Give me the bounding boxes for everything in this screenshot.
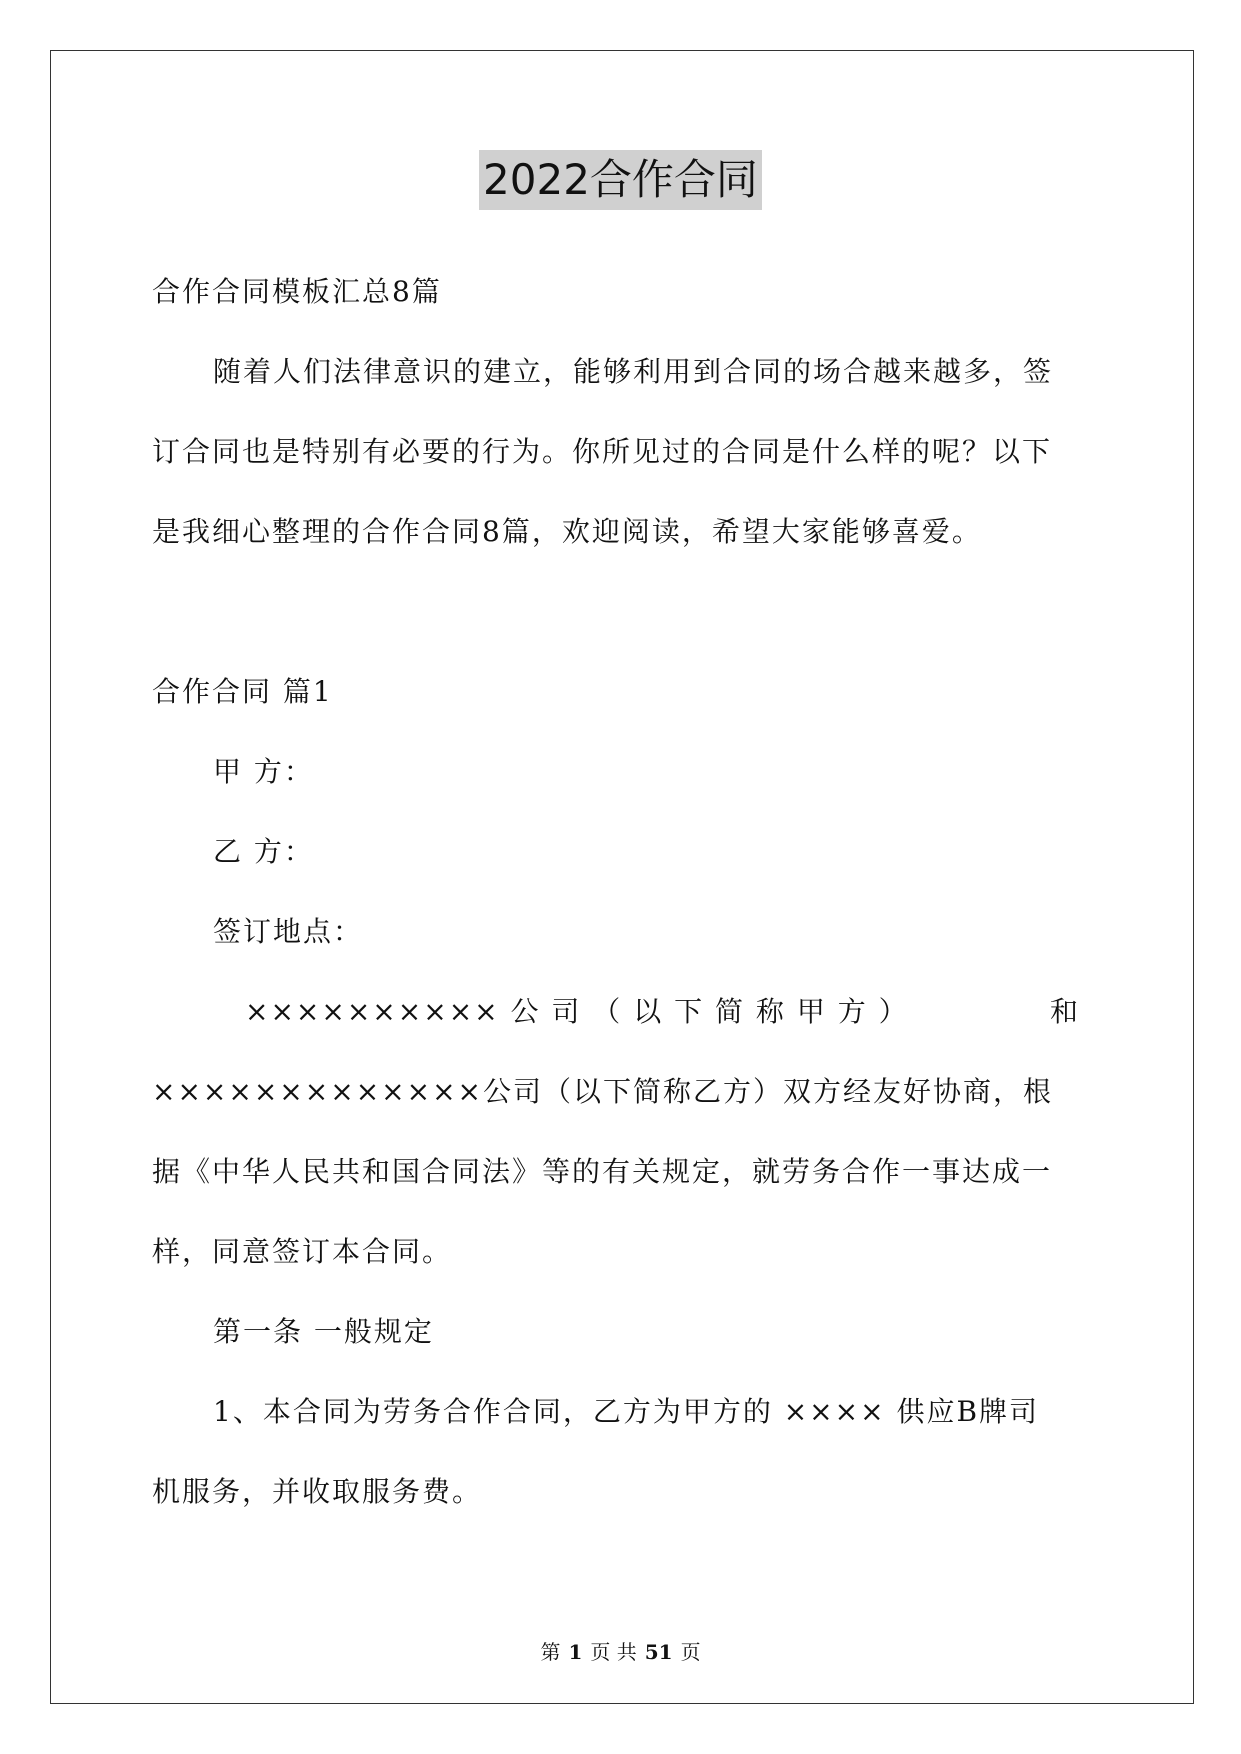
sign-place-label: 签订地点： [213, 915, 364, 948]
article-1-heading: 第一条 一般规定 [213, 1315, 434, 1348]
footer-suffix: 页 [680, 1640, 701, 1664]
footer-mid: 页 共 [590, 1640, 637, 1664]
intro-line-1: 随着人们法律意识的建立，能够利用到合同的场合越来越多，签 [213, 355, 1054, 388]
article-1-item-1-line-1: 1、本合同为劳务合作合同，乙方为甲方的 ×××× 供应B牌司 [213, 1395, 1040, 1428]
footer-total-pages: 51 [644, 1640, 673, 1664]
intro-line-2: 订合同也是特别有必要的行为。你所见过的合同是什么样的呢？以下 [152, 435, 1053, 468]
document-title: 2022合作合同 [479, 150, 762, 210]
intro-line-3: 是我细心整理的合作合同8篇，欢迎阅读，希望大家能够喜爱。 [152, 515, 982, 548]
page-footer [0, 1636, 1241, 1665]
body-line-2: ×××××××××××××公司（以下简称乙方）双方经友好协商，根 [152, 1075, 1053, 1108]
body-line-1-end: 和 [1050, 995, 1081, 1028]
footer-page-number: 1 [568, 1640, 583, 1664]
title-container [0, 150, 1241, 210]
document-subtitle: 合作合同模板汇总8篇 [152, 275, 442, 308]
footer-prefix: 第 [540, 1640, 561, 1664]
party-a-label: 甲 方： [213, 755, 314, 788]
section-heading: 合作合同 篇1 [152, 675, 333, 708]
article-1-item-1-line-2: 机服务，并收取服务费。 [152, 1475, 483, 1508]
body-line-3: 据《中华人民共和国合同法》等的有关规定，就劳务合作一事达成一 [152, 1155, 1053, 1188]
party-b-label: 乙 方： [213, 835, 314, 868]
body-line-1: ×××××××××× 公 司 （ 以 下 简 称 甲 方 ） [245, 995, 909, 1028]
body-line-4: 样，同意签订本合同。 [152, 1235, 453, 1268]
